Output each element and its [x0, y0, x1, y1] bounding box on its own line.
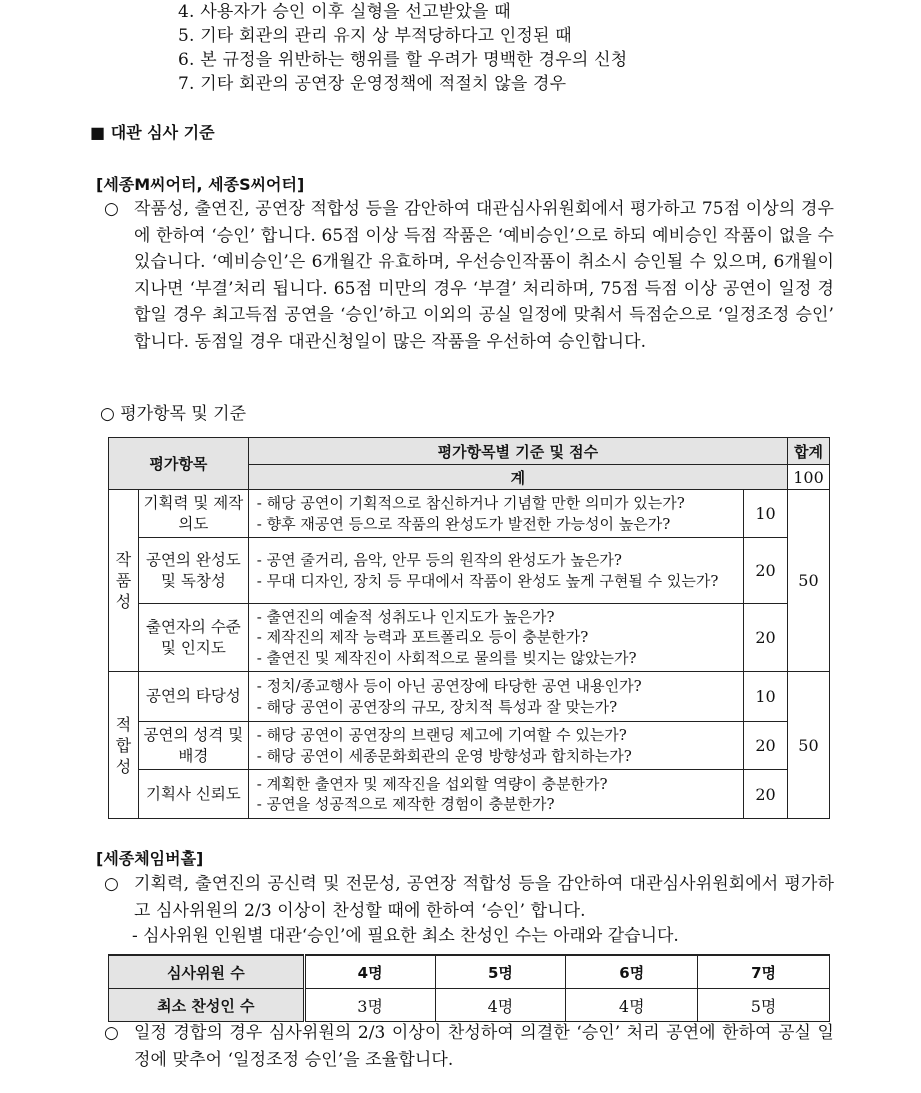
- table-row: [109, 538, 830, 604]
- rule-item-5: 5. 기타 회관의 관리 유지 상 부적당하다고 인정된 때: [178, 26, 572, 46]
- table-row: [109, 955, 830, 989]
- members-count: 4명: [304, 955, 435, 989]
- table-row: [109, 672, 830, 722]
- vote-note: - 심사위원 인원별 대관‘승인’에 필요한 최소 찬성인 수는 아래와 같습니다.: [132, 926, 679, 946]
- criteria-cell: - 해당 공연이 기획적으로 참신하거나 기념할 만한 의미가 있는가? - 향후 재공연 등으로 작품의 완성도가 발전한 가능성이 높은가?: [248, 490, 743, 538]
- members-count: 6명: [566, 955, 698, 989]
- header-total: 합계: [787, 438, 829, 465]
- item-name: 공연의 성격 및 배경: [138, 722, 248, 770]
- bullet-circle: ○: [104, 199, 119, 219]
- item-name: 공연의 완성도 및 독창성: [138, 538, 248, 604]
- header-criteria: 평가항목별 기준 및 점수: [248, 438, 787, 465]
- item-name: 기획력 및 제작의도: [138, 490, 248, 538]
- criteria-cell: - 공연 줄거리, 음악, 안무 등의 원작의 완성도가 높은가? - 무대 디자인, 장치 등 무대에서 작품이 완성도 높게 구현될 수 있는가?: [248, 538, 743, 604]
- group-name-artistry: 작품성: [109, 490, 139, 672]
- sum-label: 계: [248, 465, 787, 490]
- criteria-cell: - 해당 공연이 공연장의 브랜딩 제고에 기여할 수 있는가? - 해당 공연이 세종문화회관의 운영 방향성과 합치하는가?: [248, 722, 743, 770]
- rule-item-4: 4. 사용자가 승인 이후 실형을 선고받았을 때: [178, 2, 511, 22]
- members-count: 7명: [698, 955, 830, 989]
- members-count: 5명: [435, 955, 566, 989]
- table-row: [109, 770, 830, 819]
- item-name: 기획사 신뢰도: [138, 770, 248, 819]
- score-cell: 20: [744, 770, 788, 819]
- rule-item-7: 7. 기타 회관의 공연장 운영정책에 적절치 않을 경우: [178, 74, 567, 94]
- score-cell: 20: [744, 538, 788, 604]
- sejong-chamber-paragraph-text: 기획력, 출연진의 공신력 및 전문성, 공연장 적합성 등을 감안하여 대관심사위원회에서 평가하고 심사위원의 2/3 이상이 찬성할 때에 한하여 ‘승인’ 합니다.: [134, 874, 834, 921]
- final-paragraph: [104, 1020, 834, 1073]
- sejong-ms-paragraph: [104, 196, 834, 355]
- item-name: 공연의 타당성: [138, 672, 248, 722]
- sejong-chamber-paragraph: [104, 871, 834, 924]
- sejong-chamber-title: [세종체임버홀]: [96, 849, 204, 868]
- score-cell: 20: [744, 604, 788, 672]
- min-approve-count: 5명: [698, 989, 830, 1022]
- group-name-suitability: 적합성: [109, 672, 139, 819]
- sejong-ms-paragraph-text: 작품성, 출연진, 공연장 적합성 등을 감안하여 대관심사위원회에서 평가하고 75점 이상의 경우에 한하여 ‘승인’ 합니다. 65점 이상 득점 작품은 ‘예비승인’으로 하되 예비승인 작품이 없을 수 있습니다. ‘예비승인’은 6개월간 유효하며, 우선승인작품이 취소시 승인될 수 있으며, 6개월이 지나면 ‘부결’처리 됩니다. 65점 미만의 경우 ‘부결’ 처리하며, 75점 득점 이상 공연이 일정 경합일 경우 최고득점 공연을 ‘승인’하고 이외의 공실 일정에 맞춰서 득점순으로 ‘일정조정 승인’ 합니다. 동점일 경우 대관신청일이 많은 작품을 우선하여 승인합니다.: [134, 199, 834, 352]
- criteria-label: ○ 평가항목 및 기준: [100, 404, 246, 424]
- sum-value: 100: [787, 465, 829, 490]
- criteria-cell: - 계획한 출연자 및 제작진을 섭외할 역량이 충분한가? - 공연을 성공적으로 제작한 경험이 충분한가?: [248, 770, 743, 819]
- group-total: 50: [787, 672, 829, 819]
- header-item: 평가항목: [109, 438, 249, 490]
- group-total: 50: [787, 490, 829, 672]
- item-name: 출연자의 수준 및 인지도: [138, 604, 248, 672]
- final-paragraph-text: 일정 경합의 경우 심사위원의 2/3 이상이 찬성하여 의결한 ‘승인’ 처리 공연에 한하여 공실 일정에 맞추어 ‘일정조정 승인’을 조율합니다.: [134, 1023, 834, 1070]
- score-cell: 10: [744, 672, 788, 722]
- vote-table: [108, 954, 830, 1022]
- table-row: [109, 989, 830, 1022]
- rejection-rules-list: [178, 0, 627, 96]
- criteria-cell: - 정치/종교행사 등이 아닌 공연장에 타당한 공연 내용인가? - 해당 공연이 공연장의 규모, 장치적 특성과 잘 맞는가?: [248, 672, 743, 722]
- criteria-cell: - 출연진의 예술적 성취도나 인지도가 높은가? - 제작진의 제작 능력과 포트폴리오 등이 충분한가? - 출연진 및 제작진이 사회적으로 물의를 빚지는 않았는가?: [248, 604, 743, 672]
- min-approve-count: 3명: [304, 989, 435, 1022]
- bullet-circle: ○: [104, 874, 119, 894]
- section-heading: ■ 대관 심사 기준: [90, 123, 215, 142]
- row-label-members: 심사위원 수: [109, 955, 305, 989]
- score-cell: 10: [744, 490, 788, 538]
- min-approve-count: 4명: [435, 989, 566, 1022]
- table-row: [109, 722, 830, 770]
- min-approve-count: 4명: [566, 989, 698, 1022]
- score-cell: 20: [744, 722, 788, 770]
- rule-item-6: 6. 본 규정을 위반하는 행위를 할 우려가 명백한 경우의 신청: [178, 50, 628, 70]
- row-label-min-approve: 최소 찬성인 수: [109, 989, 305, 1022]
- evaluation-table: [108, 437, 830, 819]
- table-row: [109, 604, 830, 672]
- bullet-circle: ○: [104, 1023, 119, 1043]
- table-row: [109, 490, 830, 538]
- sejong-ms-title: [세종M씨어터, 세종S씨어터]: [96, 175, 305, 194]
